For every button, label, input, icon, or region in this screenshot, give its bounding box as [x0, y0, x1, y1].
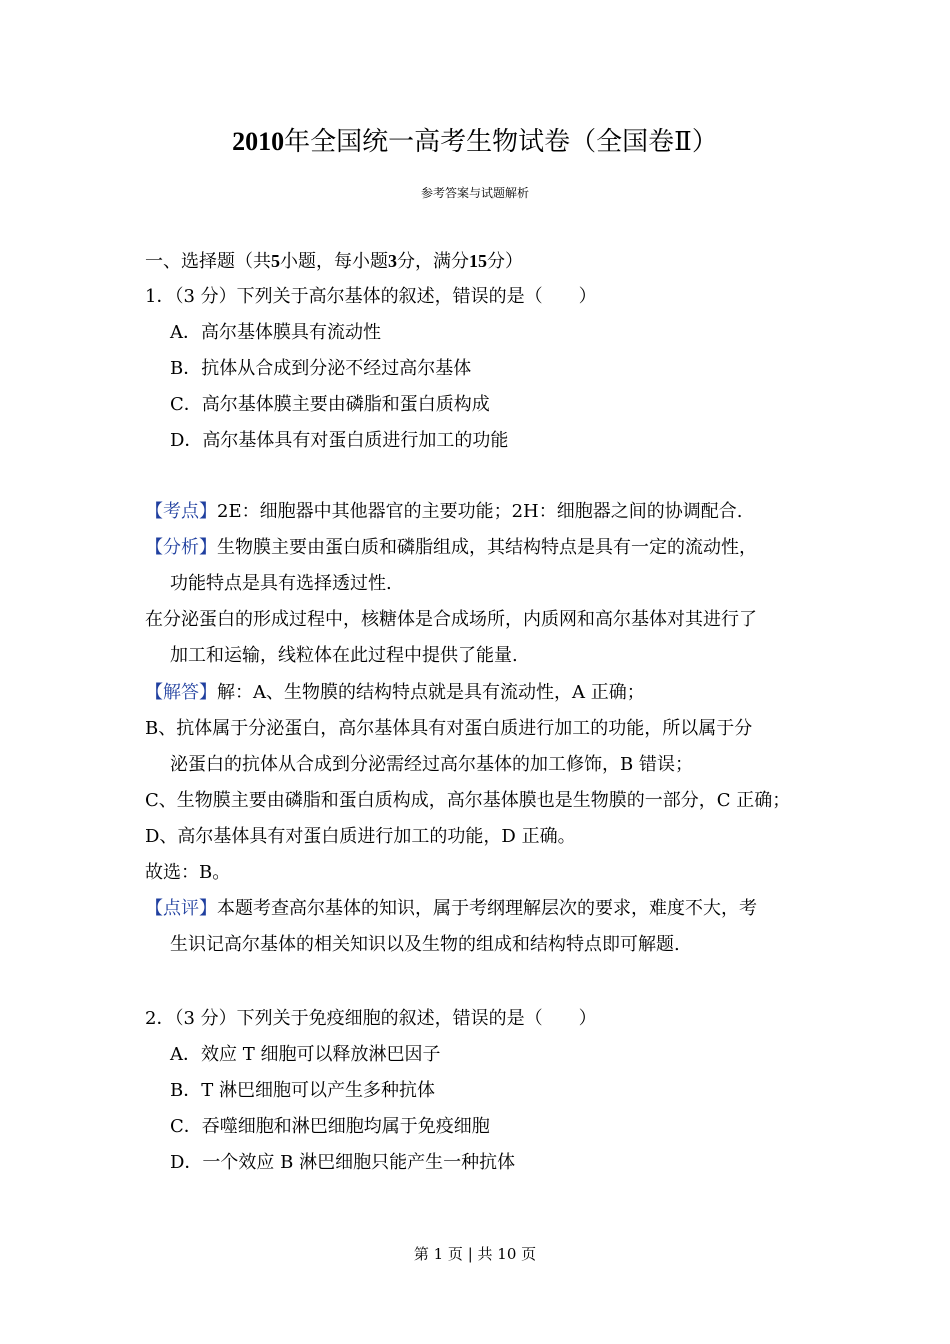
jieda-line-4: C、生物膜主要由磷脂和蛋白质构成，高尔基体膜也是生物膜的一部分，C 正确； [145, 790, 791, 811]
section-text-2: 小题，每小题 [280, 251, 388, 272]
section-heading [145, 248, 523, 275]
subtitle: 参考答案与试题解析 [420, 186, 529, 200]
fenxi-line-3: 在分泌蛋白的形成过程中，核糖体是合成场所，内质网和高尔基体对其进行了 [145, 609, 757, 630]
fenxi-text-1: 生物膜主要由蛋白质和磷脂组成，其结构特点是具有一定的流动性， [217, 537, 757, 558]
section-text-4: 分） [487, 251, 523, 272]
page-footer: 第 1 页 | 共 10 页 [413, 1245, 537, 1263]
points-each: 3 [388, 251, 397, 271]
question-1-stem: 1．（3 分）下列关于高尔基体的叙述，错误的是（ ） [145, 286, 597, 307]
kaodian-text: 2E：细胞器中其他器官的主要功能；2H：细胞器之间的协调配合. [217, 501, 743, 522]
jieda-answer: 故选：B。 [145, 862, 231, 883]
fenxi-line-4: 加工和运输，线粒体在此过程中提供了能量. [170, 645, 518, 666]
question-1-option-d: D．高尔基体具有对蛋白质进行加工的功能 [170, 430, 509, 451]
fenxi-line-1 [145, 535, 757, 561]
dianping-line-1 [145, 896, 757, 922]
jieda-line-2: B、抗体属于分泌蛋白，高尔基体具有对蛋白质进行加工的功能，所以属于分 [145, 718, 753, 739]
jieda-line-5: D、高尔基体具有对蛋白质进行加工的功能，D 正确。 [145, 826, 576, 847]
dianping-line-2: 生识记高尔基体的相关知识以及生物的组成和结构特点即可解题. [170, 934, 680, 955]
question-2-stem: 2．（3 分）下列关于免疫细胞的叙述，错误的是（ ） [145, 1008, 597, 1029]
question-count: 5 [271, 251, 280, 271]
question-1-option-a: A．高尔基体膜具有流动性 [170, 322, 381, 343]
question-1-option-b: B．抗体从合成到分泌不经过高尔基体 [170, 358, 472, 379]
jieda-line-3: 泌蛋白的抗体从合成到分泌需经过高尔基体的加工修饰，B 错误； [170, 754, 693, 775]
dianping-text-1: 本题考查高尔基体的知识，属于考纲理解层次的要求，难度不大，考 [217, 898, 757, 919]
kaodian-line [145, 499, 742, 525]
page-title [0, 124, 950, 160]
question-2-option-b: B．T 淋巴细胞可以产生多种抗体 [170, 1080, 435, 1101]
section-text-1: 一、选择题（共 [145, 251, 271, 272]
dianping-tag: 【点评】 [145, 898, 217, 919]
jieda-line-1 [145, 680, 645, 706]
kaodian-tag: 【考点】 [145, 501, 217, 522]
title-text: 年全国统一高考生物试卷（全国卷Ⅱ） [284, 127, 718, 157]
question-2-option-d: D．一个效应 B 淋巴细胞只能产生一种抗体 [170, 1152, 516, 1173]
question-2-option-c: C．吞噬细胞和淋巴细胞均属于免疫细胞 [170, 1116, 490, 1137]
title-year: 2010 [232, 127, 285, 156]
jieda-text-1: 解：A、生物膜的结构特点就是具有流动性，A 正确； [217, 682, 645, 703]
jieda-tag: 【解答】 [145, 682, 217, 703]
total-points: 15 [469, 251, 487, 271]
question-2-option-a: A．效应 T 细胞可以释放淋巴因子 [170, 1044, 441, 1065]
question-1-option-c: C．高尔基体膜主要由磷脂和蛋白质构成 [170, 394, 490, 415]
fenxi-line-2: 功能特点是具有选择透过性. [170, 573, 392, 594]
fenxi-tag: 【分析】 [145, 537, 217, 558]
section-text-3: 分，满分 [397, 251, 469, 272]
